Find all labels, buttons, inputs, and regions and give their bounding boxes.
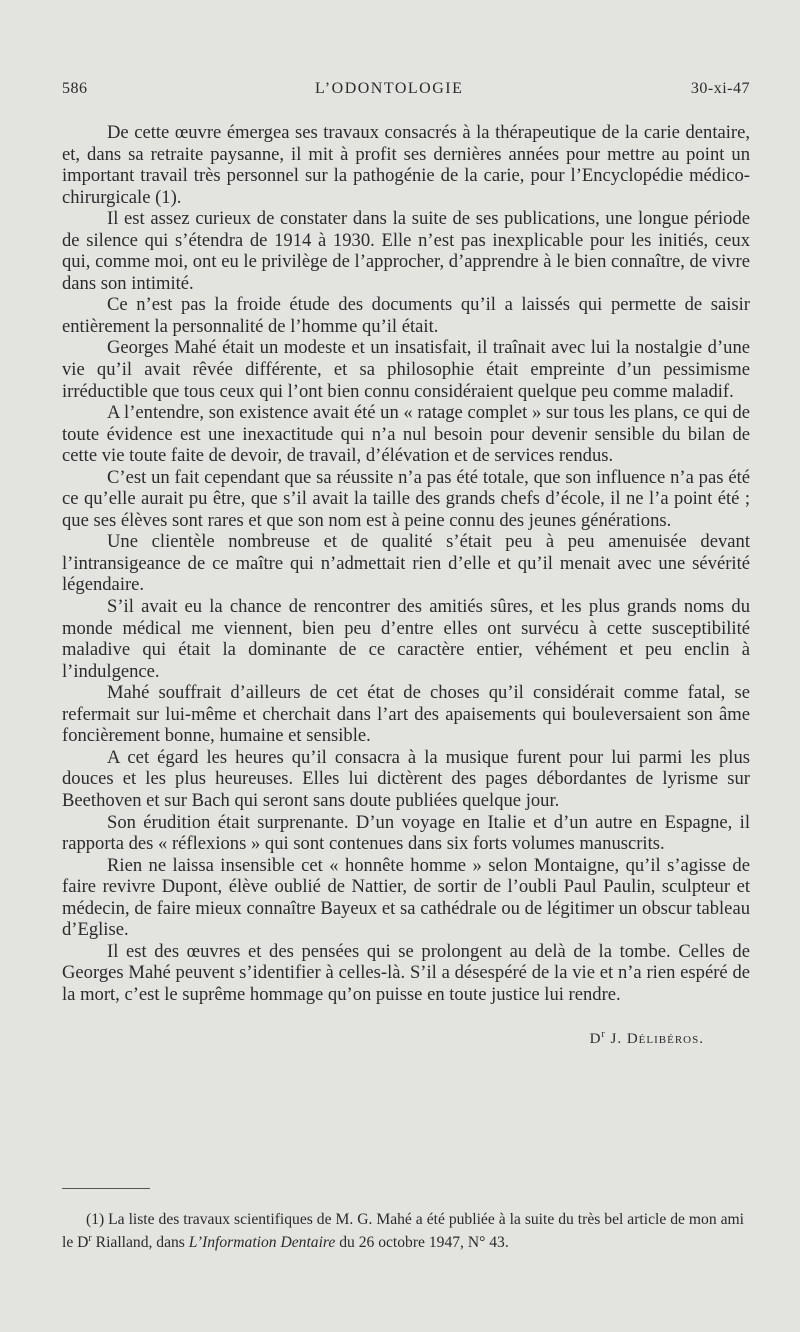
signature-prefix-sup: r	[601, 1029, 606, 1040]
footnote-sup: r	[88, 1233, 92, 1244]
article-body	[62, 122, 750, 1005]
journal-title: L’ODONTOLOGIE	[315, 80, 464, 97]
paragraph: S’il avait eu la chance de rencontrer des amitiés sûres, et les plus grands noms du monde médical me viennent, bien peu d’entre elles ont survécu à cette susceptibilité maladive qui était la dominante de ce caractère entier, véhément et peu enclin à l’indulgence.	[62, 596, 750, 682]
signature-prefix: D	[589, 1031, 602, 1047]
page-number: 586	[62, 80, 88, 97]
footnote-text	[62, 1210, 744, 1252]
issue-date: 30-xi-47	[690, 80, 750, 97]
footnote-divider	[62, 1188, 150, 1189]
paragraph: Mahé souffrait d’ailleurs de cet état de choses qu’il considérait comme fatal, se refermait sur lui-même et cherchait dans l’art des apaisements qui bouleversaient son âme foncièrement bonne, humaine et sensible.	[62, 682, 750, 747]
paragraph: Ce n’est pas la froide étude des documents qu’il a laissés qui permette de saisir entièrement la personnalité de l’homme qu’il était.	[62, 294, 750, 337]
paragraph: Une clientèle nombreuse et de qualité s’était peu à peu amenuisée devant l’intransigeance de ce maître qui n’admettait rien d’elle et qu’il menait avec une sévérité légendaire.	[62, 531, 750, 596]
paragraph: A l’entendre, son existence avait été un « ratage complet » sur tous les plans, ce qui de toute évidence est une inexactitude qui n’a nul besoin pour devenir sensible du bilan de cette vie toute faite de devoir, de travail, d’élévation et de services rendus.	[62, 402, 750, 467]
paragraph: A cet égard les heures qu’il consacra à la musique furent pour lui parmi les plus douces et les plus heureuses. Elles lui dictèrent des pages débordantes de lyrisme sur Beethoven et sur Bach qui seront sans doute publiées quelque jour.	[62, 746, 750, 811]
footnote-middle: Rialland, dans	[91, 1234, 189, 1252]
paragraph: Georges Mahé était un modeste et un insatisfait, il traînait avec lui la nostalgie d’une vie qu’il avait rêvée différente, et sa philosophie était empreinte d’un pessimisme irréductible que tous ceux qui l’ont bien connu considéraient quelque peu comme maladif.	[62, 337, 750, 402]
paragraph: Il est des œuvres et des pensées qui se prolongent au delà de la tombe. Celles de Georges Mahé peuvent s’identifier à celles-là. S’il a désespéré de la vie et n’a rien espéré de la mort, c’est le suprême hommage qu’on puisse en toute justice lui rendre.	[62, 940, 750, 1005]
running-header	[62, 80, 750, 98]
author-signature	[590, 1029, 704, 1048]
paragraph: Son érudition était surprenante. D’un voyage en Italie et d’un autre en Espagne, il rapporta des « réflexions » qui sont contenues dans six forts volumes manuscrits.	[62, 811, 750, 855]
footnote-journal: L’Information Dentaire	[188, 1234, 336, 1252]
paragraph: De cette œuvre émergea ses travaux consacrés à la thérapeutique de la carie dentaire, et, dans sa retraite paysanne, il mit à profit ses dernières années pour mettre au point un important travail très personnel sur la pathogénie de la carie, pour l’Encyclopédie médico-chirurgicale (1).	[62, 122, 750, 208]
signature-name: J. Délibéros.	[610, 1031, 704, 1047]
paragraph: C’est un fait cependant que sa réussite n’a pas été totale, que son influence n’a pas été ce qu’elle aurait pu être, que s’il avait la taille des grands chefs d’école, il ne l’a point été ; que ses élèves sont rares et que son nom est à peine connu des jeunes générations.	[62, 466, 750, 531]
footnote-before: (1) La liste des travaux scientifiques de M. G. Mahé a été publiée à la suite du très bel article de mon ami le D	[62, 1211, 744, 1252]
footnote	[62, 1210, 744, 1252]
paragraph: Il est assez curieux de constater dans la suite de ses publications, une longue période de silence qui s’étendra de 1914 à 1930. Elle n’est pas inexplicable pour les initiés, ceux qui, comme moi, ont eu le privilège de l’approcher, d’apprendre à le bien connaître, de vivre dans son intimité.	[62, 208, 750, 294]
paragraph: Rien ne laissa insensible cet « honnête homme » selon Montaigne, qu’il s’agisse de faire revivre Dupont, élève oublié de Nattier, de sortir de l’oubli Paul Paulin, sculpteur et médecin, de faire mieux connaître Bayeux et sa cathédrale ou de légitimer un obscur tableau d’Eglise.	[62, 854, 750, 941]
footnote-after: du 26 octobre 1947, N° 43.	[335, 1234, 509, 1252]
